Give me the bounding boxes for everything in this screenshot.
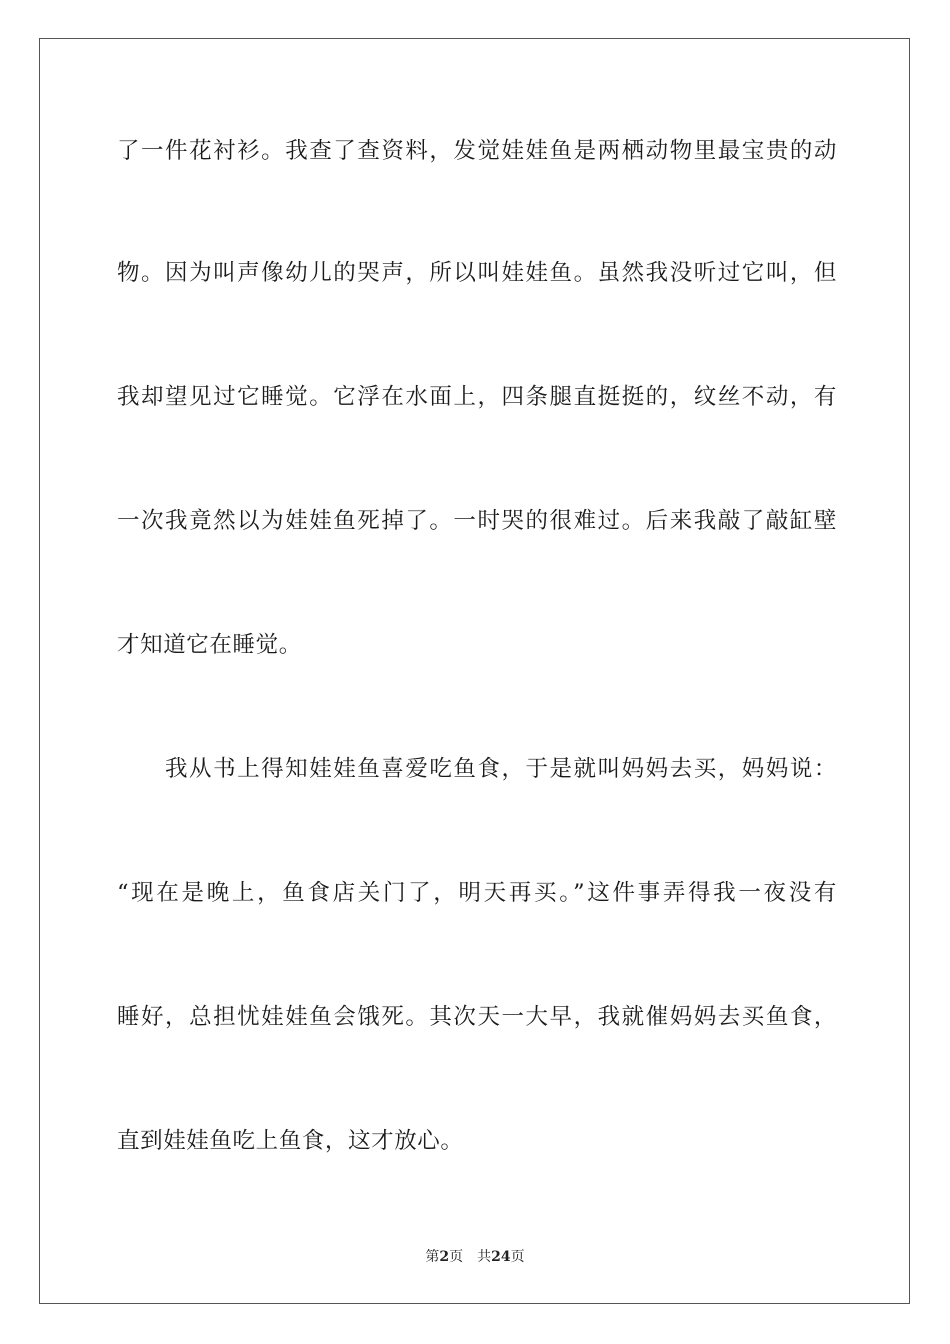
total-prefix: 共 [477, 1249, 492, 1265]
page-footer [0, 1248, 950, 1266]
paragraph-line-2: 物。因为叫声像幼儿的哭声，所以叫娃娃鱼。虽然我没听过它叫，但 [117, 260, 837, 286]
page-total: 24 [491, 1249, 511, 1265]
page-current: 2 [439, 1249, 450, 1265]
paragraph-line-7: “现在是晚上，鱼食店关门了，明天再买。”这件事弄得我一夜没有 [117, 880, 837, 906]
paragraph-line-4: 一次我竟然以为娃娃鱼死掉了。一时哭的很难过。后来我敲了敲缸壁 [117, 508, 837, 534]
paragraph-line-3: 我却望见过它睡觉。它浮在水面上，四条腿直挺挺的，纹丝不动，有 [117, 384, 837, 410]
page-border [39, 38, 910, 1304]
paragraph-line-6: 我从书上得知娃娃鱼喜爱吃鱼食，于是就叫妈妈去买，妈妈说： [165, 756, 837, 782]
total-suffix: 页 [510, 1249, 525, 1265]
page-prefix: 第 [425, 1249, 440, 1265]
paragraph-line-9: 直到娃娃鱼吃上鱼食，这才放心。 [117, 1128, 464, 1154]
paragraph-line-1: 了一件花衬衫。我查了查资料，发觉娃娃鱼是两栖动物里最宝贵的动 [117, 138, 837, 164]
paragraph-line-8: 睡好，总担忧娃娃鱼会饿死。其次天一大早，我就催妈妈去买鱼食， [117, 1004, 837, 1030]
paragraph-line-5: 才知道它在睡觉。 [117, 632, 302, 658]
page-suffix: 页 [449, 1249, 464, 1265]
